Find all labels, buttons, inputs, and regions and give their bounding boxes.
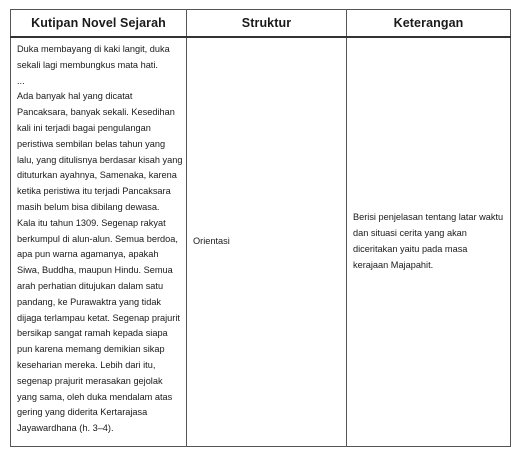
header-note: Keterangan [347, 10, 511, 38]
novel-structure-table [10, 9, 511, 447]
header-structure: Struktur [187, 10, 347, 38]
excerpt-cell [11, 37, 187, 447]
excerpt-paragraph: Kala itu tahun 1309. Segenap rakyat berkumpul di alun-alun. Semua berdoa, apa pun warna agamanya, apakah Siwa, Buddha, maupun Hindu. Semua arah perhatian ditujukan dalam satu pandang, ke Purawaktra yang tidak dijaga terlampau ketat. Segenap prajurit bersikap sangat ramah kepada siapa pun karena memang demikian sikap keseharian mereka. Lebih dari itu, segenap prajurit merasakan gejolak yang sama, oleh duka mendalam atas gering yang diderita Kertarajasa Jayawardhana (h. 3–4). [17, 217, 180, 434]
excerpt-ellipsis: ... [17, 75, 25, 86]
header-row [11, 10, 511, 38]
novel-structure-table-container [10, 9, 510, 447]
table-row [11, 37, 511, 447]
header-excerpt: Kutipan Novel Sejarah [11, 10, 187, 38]
note-cell: Berisi penjelasan tentang latar waktu dan situasi cerita yang akan diceritakan yaitu pada masa kerajaan Majapahit. [347, 37, 511, 447]
structure-cell: Orientasi [187, 37, 347, 447]
excerpt-paragraph: Duka membayang di kaki langit, duka sekali lagi membungkus mata hati. [17, 44, 170, 70]
excerpt-paragraph: Ada banyak hal yang dicatat Pancaksara, banyak sekali. Kesedihan kali ini terjadi bagai pengulangan peristiwa sembilan belas tahun yang lalu, yang ditulisnya berdasar kisah yang dituturkan ayahnya, Samenaka, karena ketika peristiwa itu terjadi Pancaksara masih belum bisa dibilang dewasa. [17, 91, 183, 212]
